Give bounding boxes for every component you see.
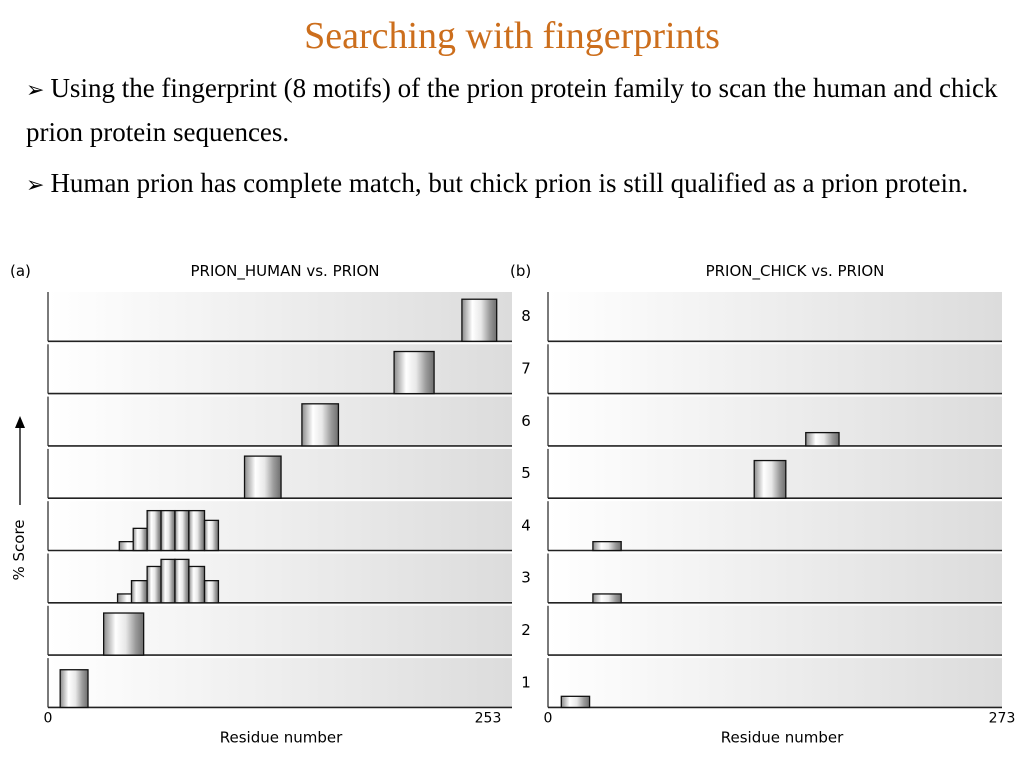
x-tick-label: 253 [474,710,502,727]
motif-lane [548,292,1002,340]
motif-lane [548,658,1002,706]
motif-lane [48,292,512,340]
motif-lane [48,397,512,445]
up-arrow-icon [15,416,25,428]
motif-match-bar [245,456,282,498]
panel-label: (b) [510,262,532,280]
motif-lane [48,344,512,392]
motif-match-bar [593,542,621,551]
bullet-item [26,67,1006,153]
bullet-text: Using the fingerprint (8 motifs) of the prion protein family to scan the human and chick prion protein sequences. [26,73,998,147]
x-tick-label: 0 [43,710,53,727]
motif-match-bar [561,696,589,707]
motif-match-bar [175,511,189,551]
y-axis-label: % Score [10,519,28,581]
motif-number-label: 8 [521,307,531,326]
x-tick-label: 273 [988,710,1016,727]
motif-number-label: 2 [521,620,531,639]
chart-title: PRION_HUMAN vs. PRION [190,262,380,280]
x-axis-label: Residue number [720,728,844,747]
motif-match-bar [806,433,839,446]
motif-match-bar [302,404,339,446]
motif-match-bar [754,461,786,499]
motif-match-bar [147,511,161,551]
bullet-text: Human prion has complete match, but chick prion is still qualified as a prion protein. [50,168,969,198]
motif-match-bar [593,594,621,603]
motif-match-bar [131,581,147,603]
motif-match-bar [205,520,219,550]
chart-title: PRION_CHICK vs. PRION [705,262,885,280]
motif-lane [548,397,1002,445]
motif-match-bar [60,670,88,708]
x-tick-label: 0 [543,710,553,727]
motif-match-bar [189,511,205,551]
motif-lane [548,606,1002,654]
arrow-bullet-icon: ➢ [26,77,45,102]
motif-match-bar [175,559,189,602]
arrow-bullet-icon: ➢ [26,172,45,197]
panel-label: (a) [10,262,31,280]
motif-match-bar [394,352,434,394]
motif-match-bar [133,528,147,550]
bullet-item [26,162,1006,206]
motif-match-bar [161,511,175,551]
motif-number-label: 5 [521,464,531,483]
x-axis-label: Residue number [219,728,343,747]
fingerprint-charts [0,250,1024,768]
motif-match-bar [462,299,497,341]
motif-labels [521,307,531,691]
motif-lane [48,658,512,706]
motif-number-label: 7 [521,359,531,378]
panel-b [510,262,1015,746]
motif-match-bar [189,566,205,602]
motif-number-label: 3 [521,568,531,587]
slide-title: Searching with fingerprints [304,15,720,57]
motif-lane [548,344,1002,392]
motif-match-bar [104,613,144,655]
motif-number-label: 4 [521,516,531,535]
motif-match-bar [205,581,219,603]
motif-number-label: 1 [521,673,531,692]
motif-match-bar [161,559,175,602]
panel-a [10,262,512,746]
motif-lane [48,501,512,549]
y-axis-label-group [10,416,28,581]
motif-number-label: 6 [521,411,531,430]
motif-match-bar [147,566,161,602]
